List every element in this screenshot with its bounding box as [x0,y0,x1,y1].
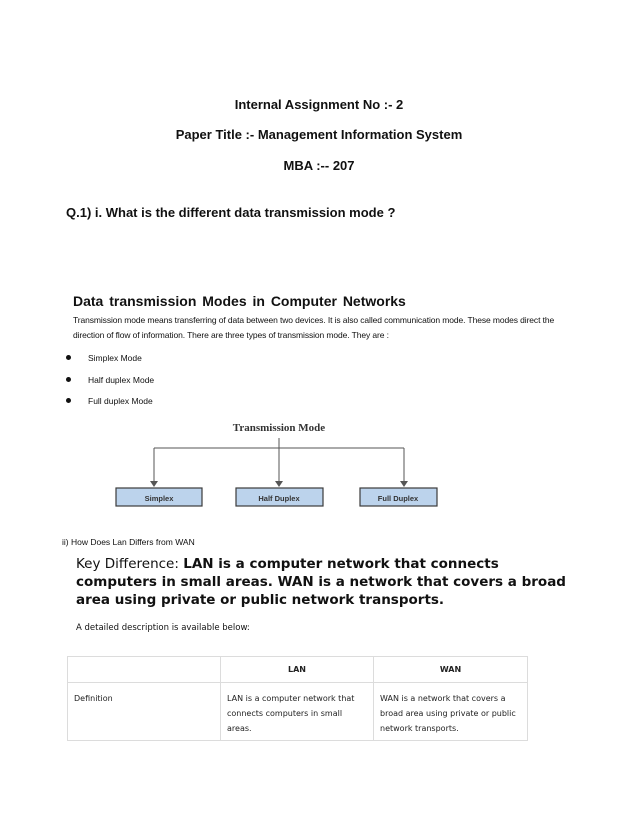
bullet-dot-icon [66,398,71,403]
half-duplex-label: Half Duplex [258,494,300,503]
table-header-cell: WAN [374,657,528,683]
bullet-item [66,375,154,385]
table-cell-label: Definition [68,683,221,741]
bullet-dot-icon [66,355,71,360]
assignment-title: Internal Assignment No :- 2 [234,97,404,112]
section-paragraph: Transmission mode means transferring of data between two devices. It is also called communication mode. These modes direct the direction of flow of information. There are three types of transmission mode. They are : [73,315,555,340]
table-cell-lan: LAN is a computer network that connects computers in small areas. [221,683,374,741]
table-header-cell: LAN [221,657,374,683]
bullet-item [66,353,142,363]
key-difference-text: LAN is a computer network that connects computers in small areas. WAN is a network that covers a broad area using private or public network transports. [76,556,566,608]
course-code: MBA :-- 207 [283,158,355,173]
bullet-label: Simplex Mode [88,353,142,363]
diagram-connectors [154,438,404,484]
bullet-dot-icon [66,377,71,382]
simplex-label: Simplex [144,494,174,503]
section-heading: Data transmission Modes in Computer Networks [73,293,406,309]
detail-intro: A detailed description is available below: [76,623,250,633]
diagram-arrowheads [150,481,408,487]
paper-title: Paper Title :- Management Information System [175,127,463,142]
arrow-down-icon [150,481,158,487]
sub-question: ii) How Does Lan Differs from WAN [62,537,195,547]
comparison-table [67,656,528,741]
arrow-down-icon [400,481,408,487]
bullet-label: Half duplex Mode [88,375,155,385]
table-cell-wan: WAN is a network that covers a broad area using private or public network transports. [374,683,528,741]
arrow-down-icon [275,481,283,487]
full-duplex-label: Full Duplex [377,494,419,503]
table-header-row [68,657,528,683]
transmission-mode-diagram [114,414,438,510]
diagram-title: Transmission Mode [232,422,326,434]
table-header-cell [68,657,221,683]
key-difference [76,555,576,609]
table-row [68,683,528,741]
key-difference-label: Key Difference: [76,556,179,572]
bullet-label: Full duplex Mode [88,396,153,406]
question-heading: Q.1) i. What is the different data transmission mode ? [66,205,396,220]
bullet-item [66,396,153,406]
